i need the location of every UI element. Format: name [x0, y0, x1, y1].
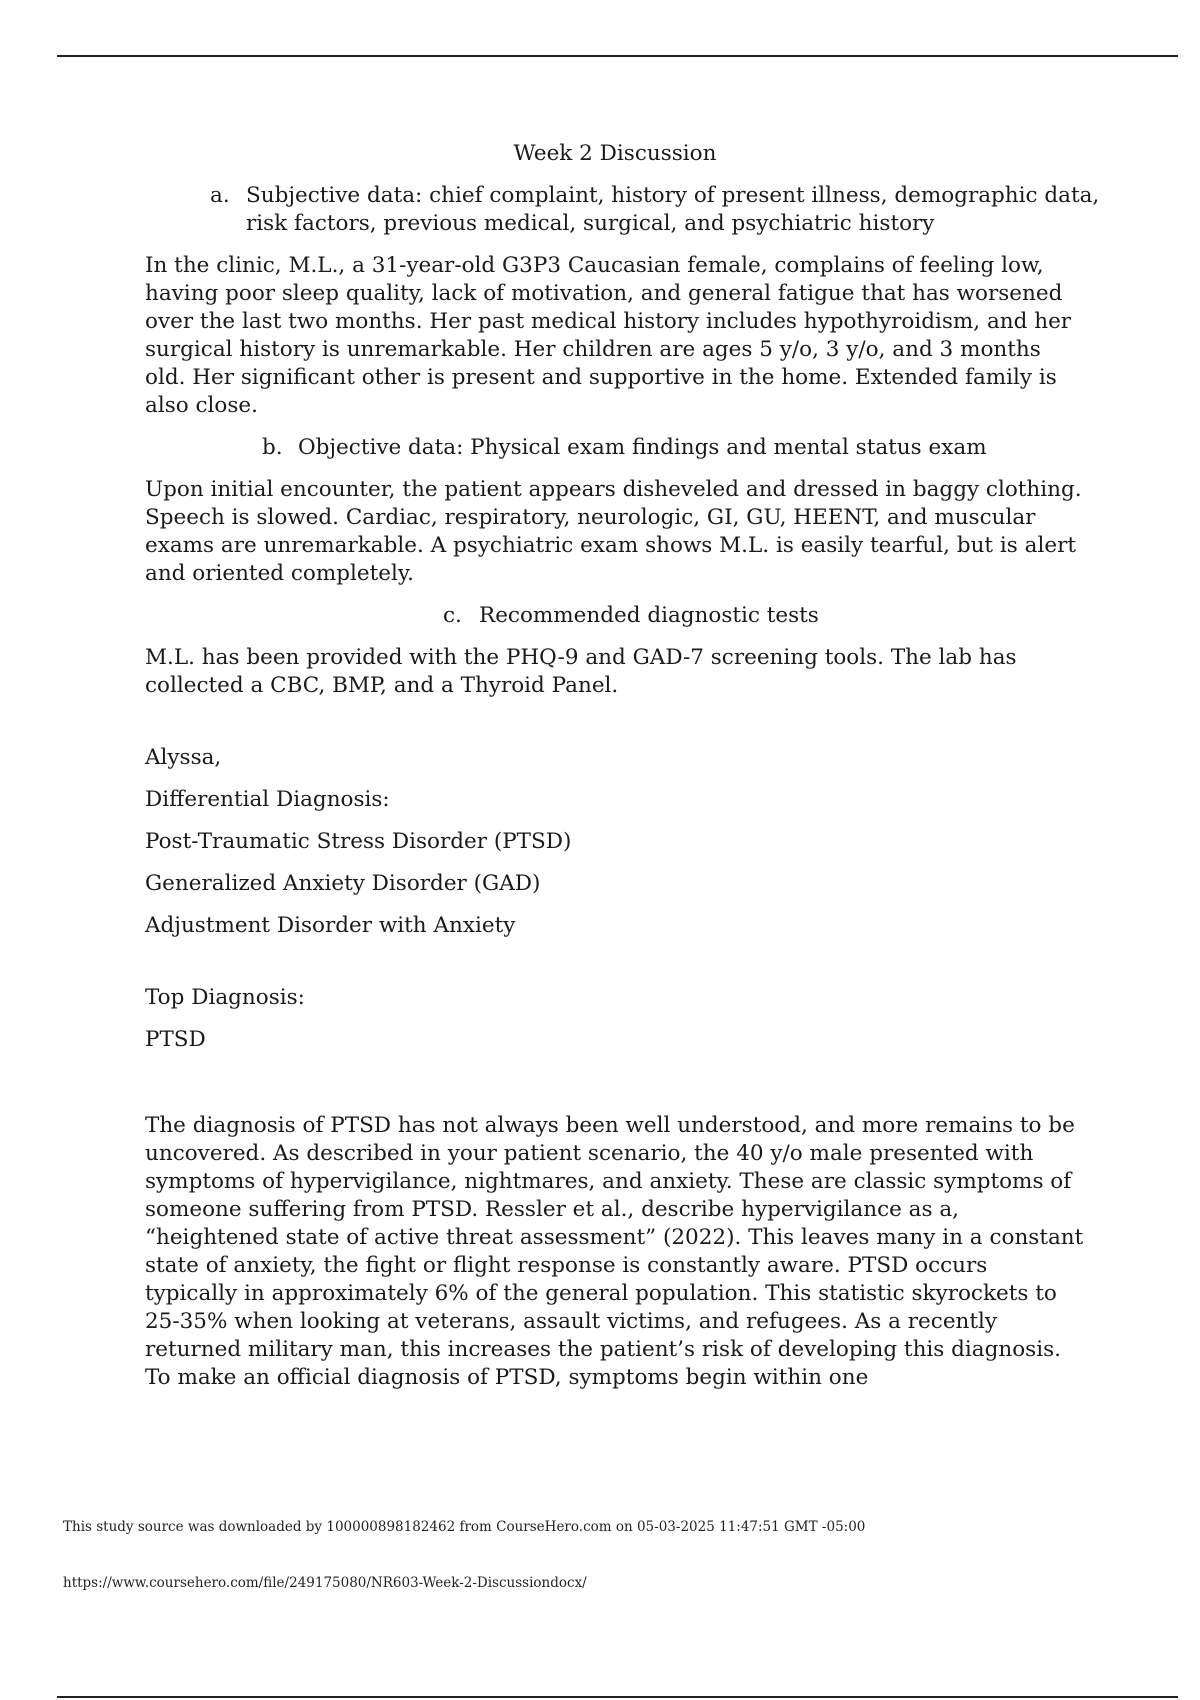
section-c-heading-text: Recommended diagnostic tests	[479, 603, 819, 628]
spacer	[145, 1068, 1085, 1112]
top-diagnosis-label: Top Diagnosis:	[145, 985, 305, 1010]
differential-item: Post-Traumatic Stress Disorder (PTSD)	[145, 829, 572, 854]
download-source-notice: This study source was downloaded by 100000898182462 from CourseHero.com on 05-03-2025 11:47:51 GMT -05:00	[63, 1519, 866, 1535]
ptsd-discussion-paragraph: The diagnosis of PTSD has not always been well understood, and more remains to be uncovered. As described in your patient scenario, the 40 y/o male presented with symptoms of hypervigilance, nightmares, and anxiety. These are classic symptoms of someone suffering from PTSD. Ressler et al., describe hypervigilance as a, “heightened state of active threat assessment” (2022). This leaves many in a constant state of anxiety, the fight or flight response is constantly aware. PTSD occurs typically in approximately 6% of the general population. This statistic skyrockets to 25-35% when looking at veterans, assault victims, and refugees. As a recently returned military man, this increases the patient’s risk of developing this diagnosis. To make an official diagnosis of PTSD, symptoms begin within one	[145, 1113, 1084, 1390]
section-a-heading-text: Subjective data: chief complaint, history of present illness, demographic data, risk factors, previous medical, surgical, and psychiatric history	[246, 183, 1100, 236]
differential-label: Differential Diagnosis:	[145, 787, 390, 812]
bottom-rule	[57, 1696, 1178, 1698]
section-b-body: Upon initial encounter, the patient appears disheveled and dressed in baggy clothing. Speech is slowed. Cardiac, respiratory, neurologic, GI, GU, HEENT, and muscular exams are unremarkable. A psychiatric exam shows M.L. is easily tearful, but is alert and oriented completely.	[145, 477, 1082, 586]
section-c-marker: c.	[443, 603, 462, 628]
spacer	[145, 954, 1085, 984]
section-b-heading-text: Objective data: Physical exam findings and mental status exam	[298, 435, 987, 460]
differential-item: Generalized Anxiety Disorder (GAD)	[145, 871, 541, 896]
section-c-body: M.L. has been provided with the PHQ-9 and GAD-7 screening tools. The lab has collected a CBC, BMP, and a Thyroid Panel.	[145, 645, 1017, 698]
document-body	[145, 140, 1100, 1406]
differential-item: Adjustment Disorder with Anxiety	[145, 913, 516, 938]
source-url[interactable]: https://www.coursehero.com/file/249175080/NR603-Week-2-Discussiondocx/	[63, 1575, 587, 1591]
document-title: Week 2 Discussion	[513, 141, 717, 166]
section-c-heading	[443, 602, 1085, 630]
top-rule	[57, 55, 1178, 57]
section-a-marker: a.	[210, 183, 230, 208]
section-b-heading	[262, 434, 1085, 462]
section-a-body: In the clinic, M.L., a 31-year-old G3P3 Caucasian female, complains of feeling low, having poor sleep quality, lack of motivation, and general fatigue that has worsened over the last two months. Her past medical history includes hypothyroidism, and her surgical history is unremarkable. Her children are ages 5 y/o, 3 y/o, and 3 months old. Her significant other is present and supportive in the home. Extended family is also close.	[145, 253, 1072, 418]
section-b-marker: b.	[262, 435, 283, 460]
spacer	[145, 714, 1085, 744]
reply-salutation: Alyssa,	[145, 745, 222, 770]
top-diagnosis-value: PTSD	[145, 1027, 206, 1052]
section-a-heading	[210, 182, 1100, 238]
